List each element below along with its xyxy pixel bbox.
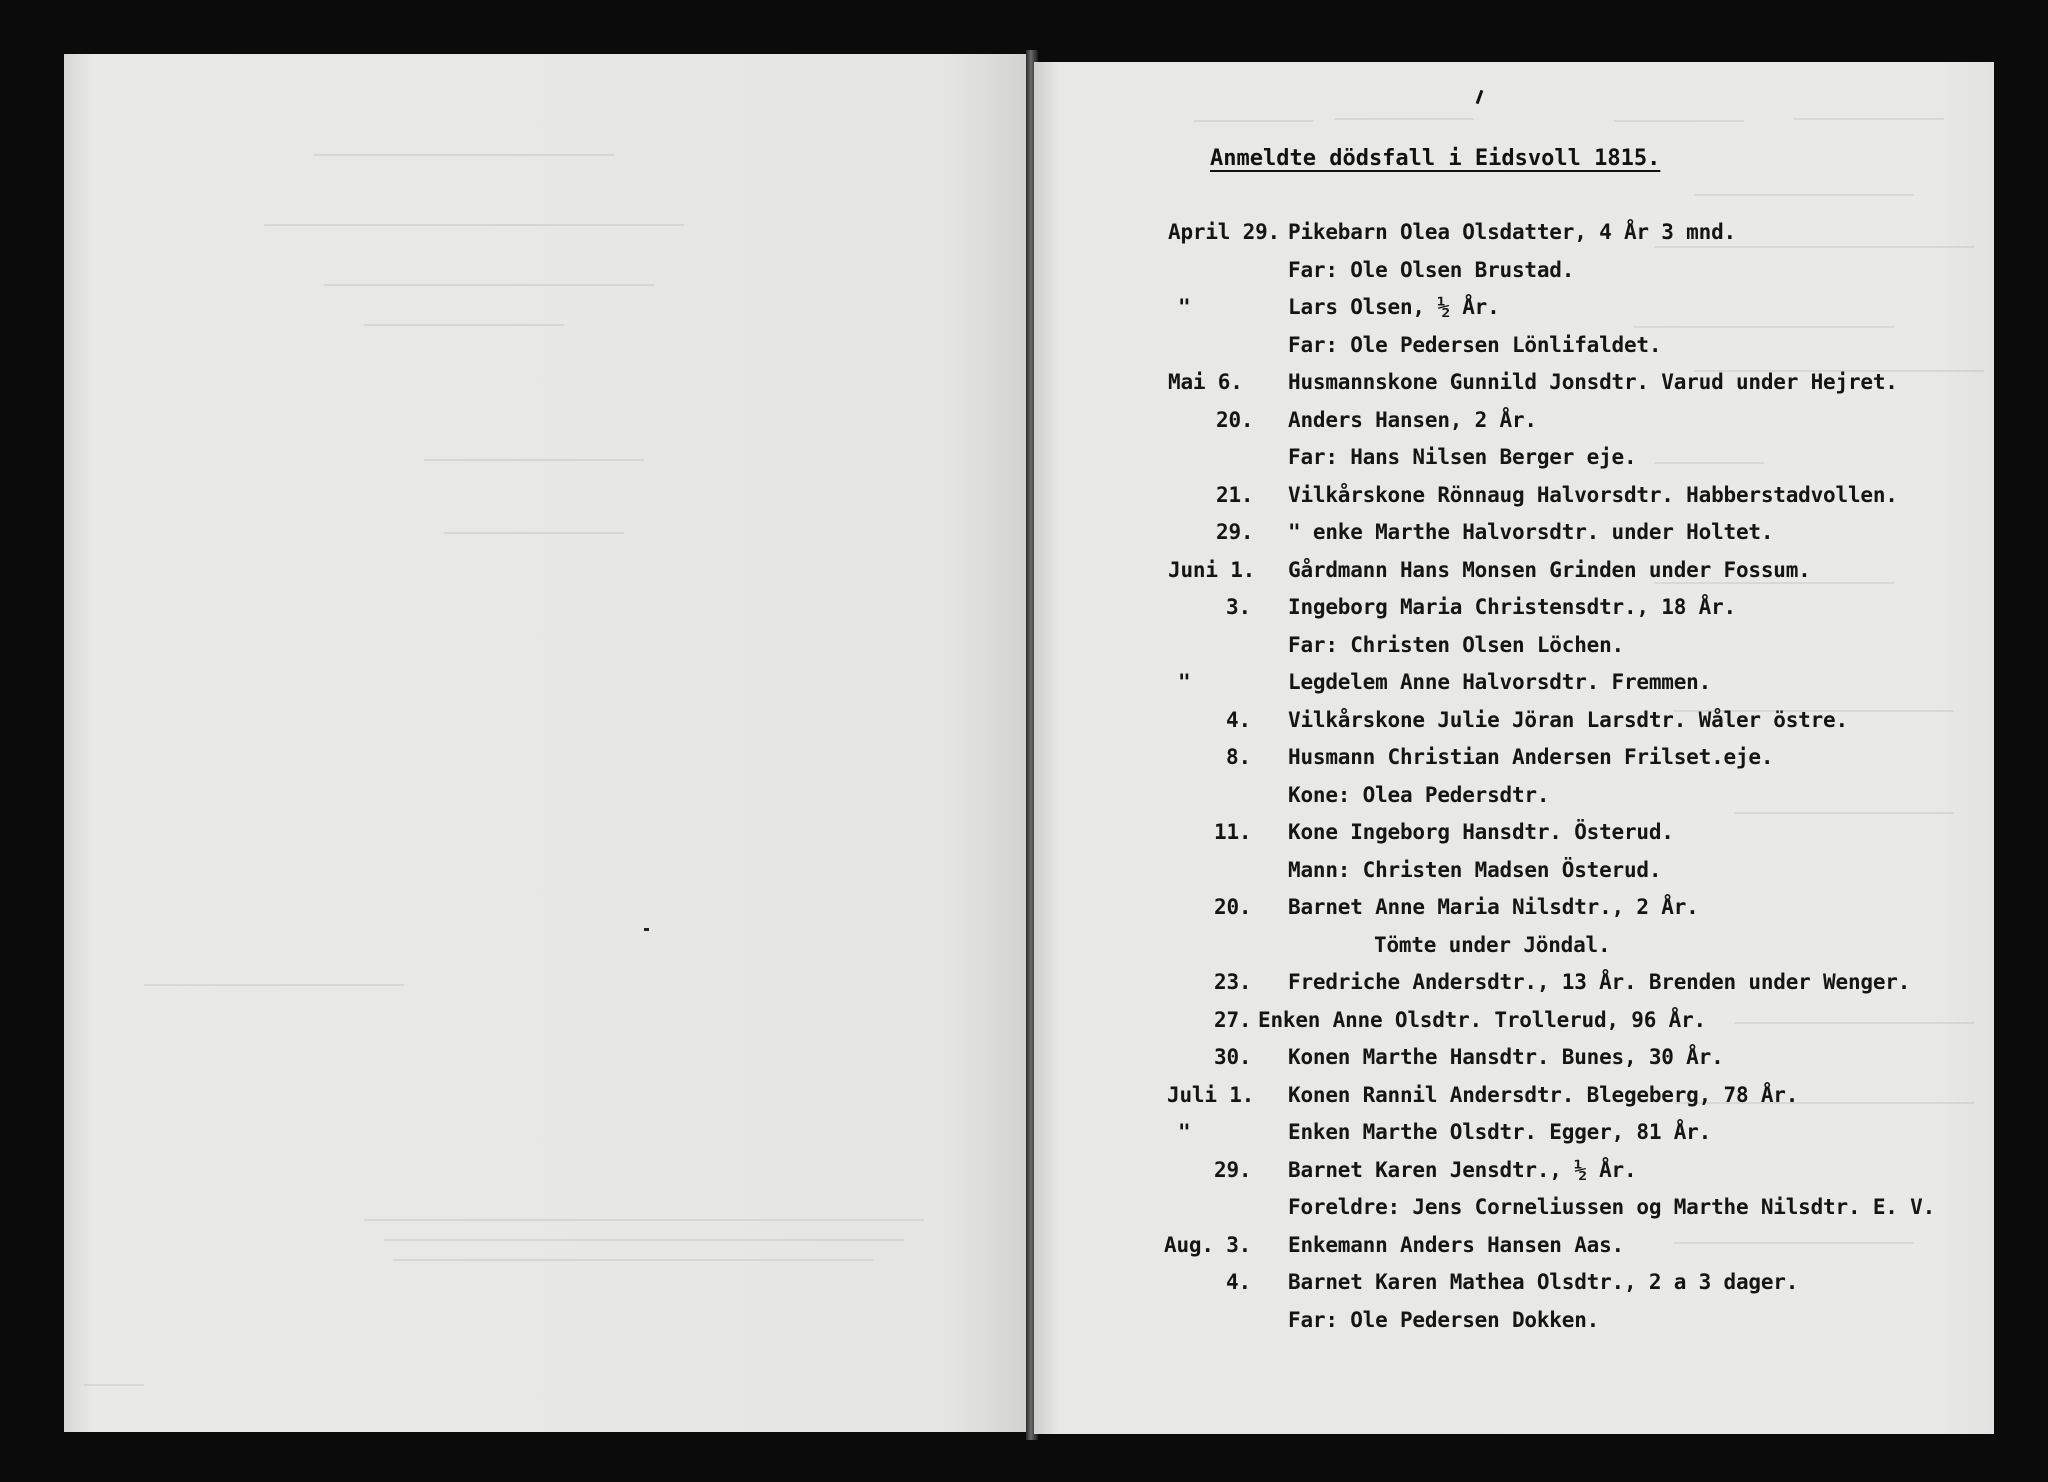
record-date: 20. bbox=[1214, 895, 1252, 919]
record-date: Juli 1. bbox=[1167, 1082, 1255, 1107]
bleed-through-line bbox=[1734, 812, 1954, 814]
record-text: Vilkårskone Julie Jöran Larsdtr. Wåler östre. bbox=[1288, 707, 1848, 732]
record-date: Juni 1. bbox=[1168, 557, 1256, 582]
record-text: Husmannskone Gunnild Jonsdtr. Varud under Hejret. bbox=[1288, 370, 1898, 394]
record-text: Tömte under Jöndal. bbox=[1374, 932, 1611, 957]
record-date: 30. bbox=[1214, 1045, 1252, 1069]
record-text: Barnet Anne Maria Nilsdtr., 2 År. bbox=[1288, 895, 1699, 919]
record-date: 23. bbox=[1214, 970, 1252, 994]
bleed-through-line bbox=[264, 224, 684, 226]
record-date: April 29. bbox=[1168, 220, 1280, 244]
record-text: Gårdmann Hans Monsen Grinden under Fossum. bbox=[1288, 557, 1811, 582]
record-text: Foreldre: Jens Corneliussen og Marthe Nilsdtr. E. V. bbox=[1288, 1195, 1936, 1219]
bleed-through-line bbox=[324, 284, 654, 286]
left-page bbox=[64, 54, 1030, 1432]
record-date: 29. bbox=[1214, 1157, 1252, 1182]
bleed-through-line bbox=[314, 154, 614, 156]
bleed-through-line bbox=[1614, 120, 1744, 122]
record-text: Far: Ole Pedersen Dokken. bbox=[1288, 1307, 1600, 1332]
record-text: Enken Anne Olsdtr. Trollerud, 96 År. bbox=[1258, 1007, 1706, 1032]
record-text: Barnet Karen Jensdtr., ½ År. bbox=[1288, 1157, 1637, 1182]
record-text: Konen Rannil Andersdtr. Blegeberg, 78 År. bbox=[1288, 1082, 1799, 1107]
bleed-through-line bbox=[424, 459, 644, 461]
record-text: Far: Ole Olsen Brustad. bbox=[1288, 257, 1575, 282]
record-date: Aug. 3. bbox=[1164, 1232, 1252, 1257]
record-date: " bbox=[1178, 295, 1191, 319]
record-date: 4. bbox=[1226, 1270, 1251, 1294]
record-date: 8. bbox=[1226, 745, 1251, 769]
record-text: Enkemann Anders Hansen Aas. bbox=[1288, 1232, 1624, 1257]
record-text: Fredriche Andersdtr., 13 År. Brenden under Wenger. bbox=[1288, 970, 1911, 994]
record-text: Kone: Olea Pedersdtr. bbox=[1288, 782, 1550, 807]
bleed-through-line bbox=[1654, 582, 1894, 584]
record-text: Lars Olsen, ½ År. bbox=[1288, 295, 1500, 319]
record-date: 11. bbox=[1214, 820, 1252, 844]
bleed-through-line bbox=[1654, 246, 1974, 248]
record-text: Enken Marthe Olsdtr. Egger, 81 År. bbox=[1288, 1120, 1712, 1144]
bleed-through-line bbox=[384, 1239, 904, 1241]
record-text: Anders Hansen, 2 År. bbox=[1288, 407, 1537, 432]
record-date: 4. bbox=[1226, 707, 1251, 732]
bleed-through-line bbox=[1734, 1022, 1974, 1024]
record-date: 3. bbox=[1226, 595, 1251, 619]
record-text: Legdelem Anne Halvorsdtr. Fremmen. bbox=[1288, 670, 1712, 694]
record-text: Far: Hans Nilsen Berger eje. bbox=[1288, 445, 1637, 469]
record-text: Barnet Karen Mathea Olsdtr., 2 a 3 dager. bbox=[1288, 1270, 1799, 1294]
record-date: 20. bbox=[1216, 407, 1254, 432]
ink-speck bbox=[644, 928, 649, 931]
page-title: Anmeldte dödsfall i Eidsvoll 1815. bbox=[1210, 146, 1661, 171]
record-text: Far: Christen Olsen Löchen. bbox=[1288, 632, 1624, 657]
bleed-through-line bbox=[1334, 118, 1474, 120]
bleed-through-line bbox=[1654, 462, 1764, 464]
bleed-through-line bbox=[144, 984, 404, 986]
record-date: 29. bbox=[1216, 520, 1254, 544]
record-date: " bbox=[1178, 670, 1191, 694]
bleed-through-line bbox=[364, 1219, 924, 1221]
record-text: Vilkårskone Rönnaug Halvorsdtr. Habberstadvollen. bbox=[1288, 482, 1898, 507]
bleed-through-line bbox=[1794, 118, 1944, 120]
bleed-through-line bbox=[444, 532, 624, 534]
bleed-through-line bbox=[394, 1259, 874, 1261]
record-date: 27. bbox=[1214, 1007, 1252, 1032]
record-text: " enke Marthe Halvorsdtr. under Holtet. bbox=[1288, 520, 1774, 544]
bleed-through-line bbox=[84, 1384, 144, 1386]
record-text: Kone Ingeborg Hansdtr. Österud. bbox=[1288, 820, 1674, 844]
record-text: Ingeborg Maria Christensdtr., 18 År. bbox=[1288, 595, 1736, 619]
bleed-through-line bbox=[1674, 1242, 1914, 1244]
record-text: Konen Marthe Hansdtr. Bunes, 30 År. bbox=[1288, 1045, 1724, 1069]
record-text: Far: Ole Pedersen Lönlifaldet. bbox=[1288, 332, 1662, 357]
bleed-through-line bbox=[1694, 194, 1914, 196]
record-text: Pikebarn Olea Olsdatter, 4 År 3 mnd. bbox=[1288, 220, 1736, 244]
bleed-through-line bbox=[1634, 326, 1894, 328]
record-date: 21. bbox=[1216, 482, 1254, 507]
bleed-through-line bbox=[1194, 120, 1314, 122]
bleed-through-line bbox=[364, 324, 564, 326]
record-text: Mann: Christen Madsen Österud. bbox=[1288, 857, 1662, 882]
record-text: Husmann Christian Andersen Frilset.eje. bbox=[1288, 745, 1774, 769]
record-date: Mai 6. bbox=[1168, 370, 1243, 394]
record-date: " bbox=[1178, 1120, 1191, 1144]
